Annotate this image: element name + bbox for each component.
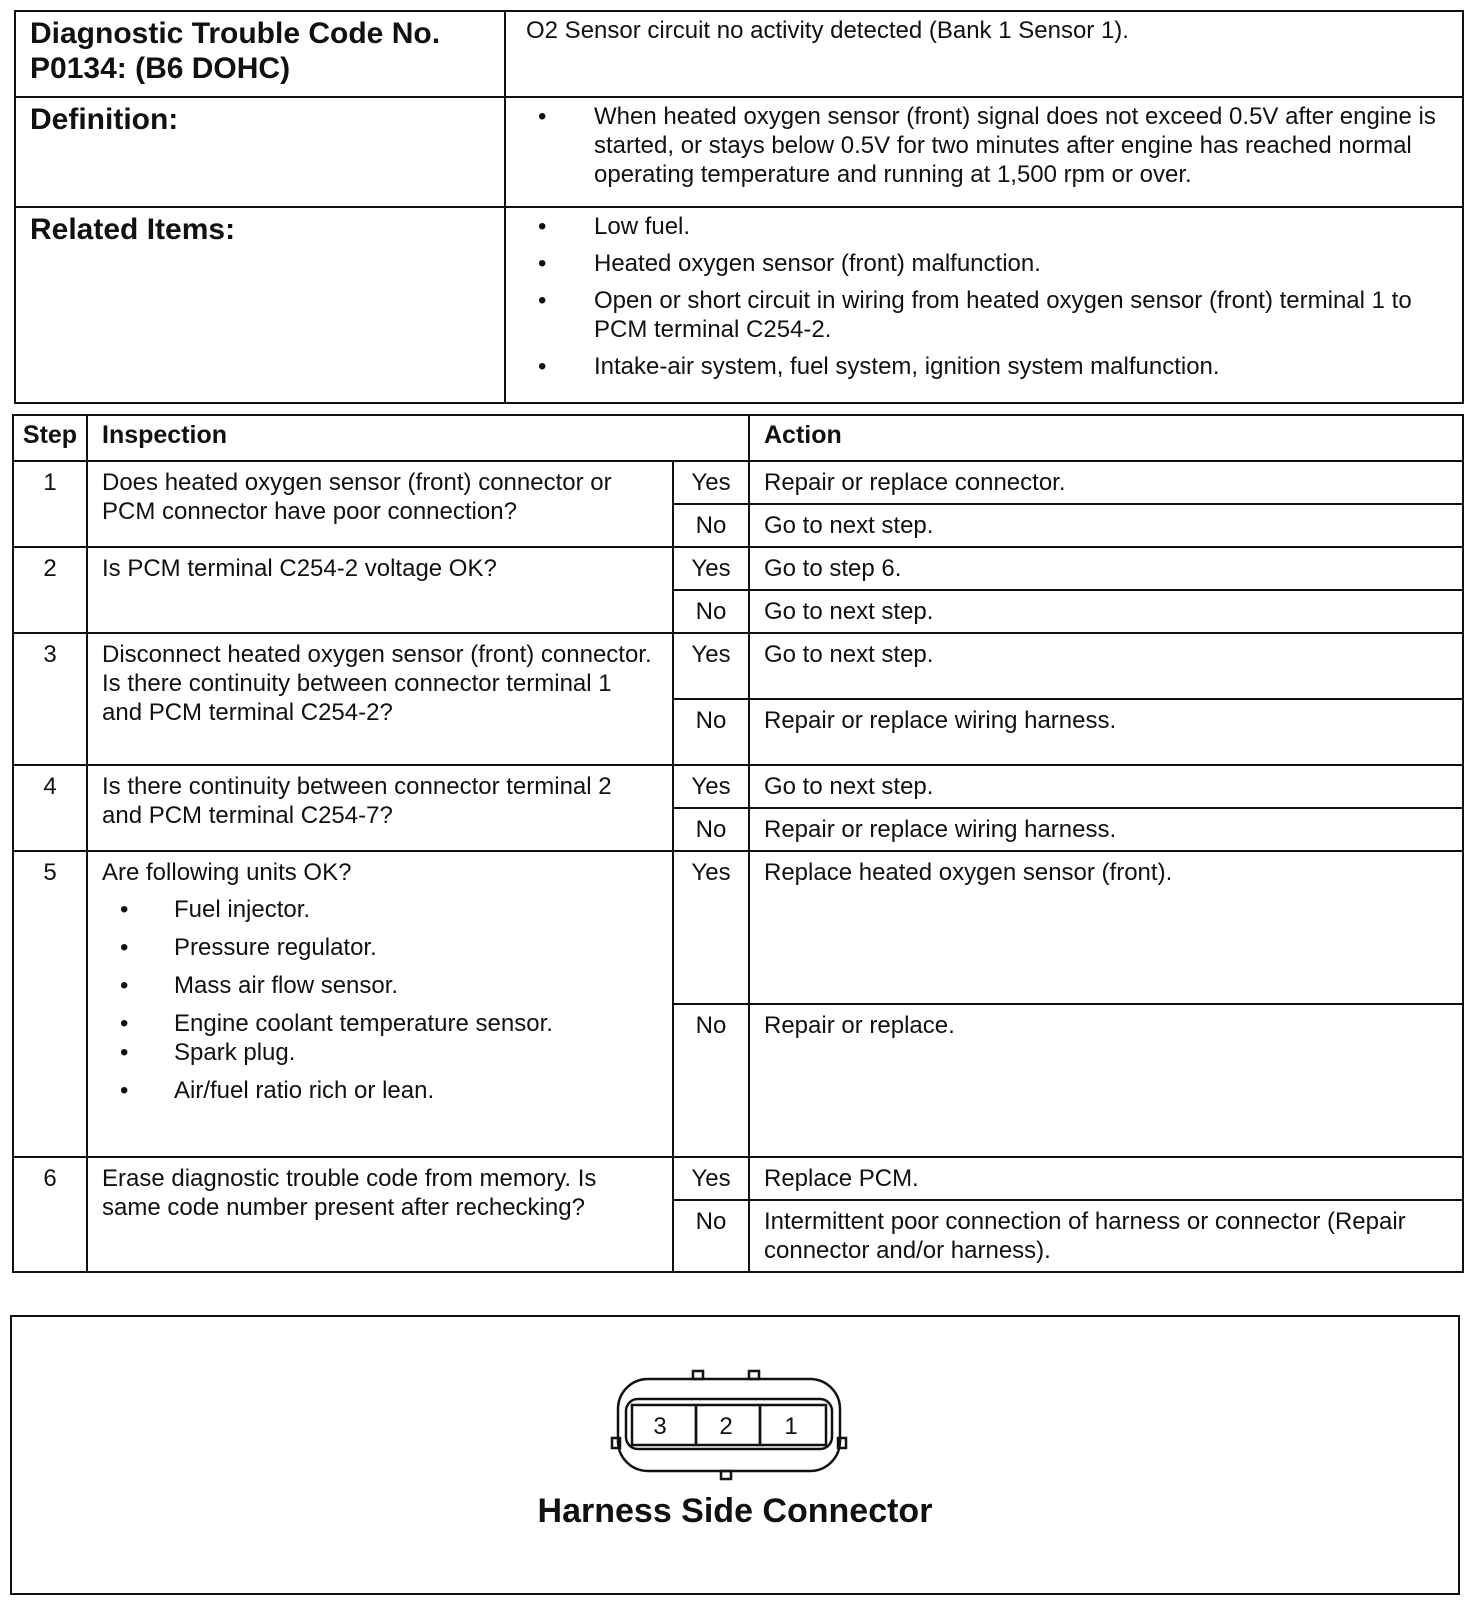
related-items-cell bbox=[505, 207, 1463, 403]
definition-item: • When heated oxygen sensor (front) signal does not exceed 0.5V after engine is started, or stays below 0.5V for two minutes after engine has reached normal operating temperature and running at 1,500 rpm or over. bbox=[526, 102, 1448, 189]
related-item: • Open or short circuit in wiring from heated oxygen sensor (front) terminal 1 to PCM terminal C254-2. bbox=[526, 286, 1448, 344]
yes-action: Repair or replace connector. bbox=[749, 461, 1463, 504]
related-items-list bbox=[526, 212, 1448, 381]
harness-connector-diagram bbox=[608, 1369, 868, 1481]
step-inspection: Does heated oxygen sensor (front) connector or PCM connector have poor connection? bbox=[87, 461, 673, 547]
step-row bbox=[13, 851, 1463, 1004]
no-action: Repair or replace. bbox=[749, 1004, 1463, 1157]
yes-action: Go to next step. bbox=[749, 633, 1463, 699]
action-column-header: Action bbox=[749, 415, 1463, 461]
step-row bbox=[13, 633, 1463, 699]
connector-title: Harness Side Connector bbox=[537, 1492, 933, 1530]
no-label: No bbox=[673, 590, 749, 633]
dtc-code-description: O2 Sensor circuit no activity detected (Bank 1 Sensor 1). bbox=[505, 11, 1463, 97]
no-action: Repair or replace wiring harness. bbox=[749, 808, 1463, 851]
dtc-header-table bbox=[14, 10, 1464, 404]
step-inspection: Are following units OK? bbox=[102, 859, 352, 886]
yes-label: Yes bbox=[673, 765, 749, 808]
connector-diagram-box bbox=[10, 1315, 1460, 1595]
inspection-steps-table bbox=[12, 414, 1464, 1273]
yes-action: Go to next step. bbox=[749, 765, 1463, 808]
step-number: 4 bbox=[13, 765, 87, 851]
related-items-label: Related Items: bbox=[15, 207, 505, 403]
step-inspection-cell bbox=[87, 851, 673, 1157]
units-list bbox=[102, 895, 658, 1105]
unit-item: • Spark plug. bbox=[102, 1038, 658, 1067]
inspection-column-header: Inspection bbox=[87, 415, 749, 461]
unit-item: • Mass air flow sensor. bbox=[102, 971, 658, 1000]
step-inspection: Erase diagnostic trouble code from memory. Is same code number present after rechecking? bbox=[87, 1157, 673, 1272]
no-action: Go to next step. bbox=[749, 504, 1463, 547]
terminal-number: 2 bbox=[719, 1413, 733, 1440]
no-label: No bbox=[673, 504, 749, 547]
unit-item: • Pressure regulator. bbox=[102, 933, 658, 962]
step-inspection: Is there continuity between connector terminal 2 and PCM terminal C254-7? bbox=[87, 765, 673, 851]
unit-item: • Engine coolant temperature sensor. bbox=[102, 1009, 658, 1038]
yes-label: Yes bbox=[673, 1157, 749, 1200]
no-label: No bbox=[673, 699, 749, 765]
related-item: • Heated oxygen sensor (front) malfunction. bbox=[526, 249, 1448, 278]
no-label: No bbox=[673, 1200, 749, 1272]
step-number: 1 bbox=[13, 461, 87, 547]
related-item: • Intake-air system, fuel system, ignition system malfunction. bbox=[526, 352, 1448, 381]
yes-action: Replace heated oxygen sensor (front). bbox=[749, 851, 1463, 1004]
step-row bbox=[13, 765, 1463, 808]
no-action: Go to next step. bbox=[749, 590, 1463, 633]
step-row bbox=[13, 1157, 1463, 1200]
no-label: No bbox=[673, 808, 749, 851]
unit-item: • Air/fuel ratio rich or lean. bbox=[102, 1076, 658, 1105]
step-number: 2 bbox=[13, 547, 87, 633]
definition-row bbox=[15, 97, 1463, 207]
yes-label: Yes bbox=[673, 633, 749, 699]
yes-action: Go to step 6. bbox=[749, 547, 1463, 590]
no-action: Intermittent poor connection of harness or connector (Repair connector and/or harness). bbox=[749, 1200, 1463, 1272]
yes-action: Replace PCM. bbox=[749, 1157, 1463, 1200]
no-action: Repair or replace wiring harness. bbox=[749, 699, 1463, 765]
step-inspection: Disconnect heated oxygen sensor (front) connector. Is there continuity between connector terminal 1 and PCM terminal C254-2? bbox=[87, 633, 673, 765]
step-inspection: Is PCM terminal C254-2 voltage OK? bbox=[87, 547, 673, 633]
steps-header-row bbox=[13, 415, 1463, 461]
yes-label: Yes bbox=[673, 461, 749, 504]
related-item: • Low fuel. bbox=[526, 212, 1448, 241]
step-column-header: Step bbox=[13, 415, 87, 461]
step-number: 3 bbox=[13, 633, 87, 765]
definition-list bbox=[526, 102, 1448, 189]
step-number: 5 bbox=[13, 851, 87, 1157]
step-row bbox=[13, 461, 1463, 504]
terminal-number: 1 bbox=[784, 1413, 798, 1440]
no-label: No bbox=[673, 1004, 749, 1157]
yes-label: Yes bbox=[673, 547, 749, 590]
terminal-number: 3 bbox=[653, 1413, 667, 1440]
definition-label: Definition: bbox=[15, 97, 505, 207]
yes-label: Yes bbox=[673, 851, 749, 1004]
unit-item: • Fuel injector. bbox=[102, 895, 658, 924]
step-number: 6 bbox=[13, 1157, 87, 1272]
dtc-code-label: Diagnostic Trouble Code No. P0134: (B6 DOHC) bbox=[15, 11, 505, 97]
definition-cell bbox=[505, 97, 1463, 207]
related-items-row bbox=[15, 207, 1463, 403]
dtc-code-row bbox=[15, 11, 1463, 97]
step-row bbox=[13, 547, 1463, 590]
